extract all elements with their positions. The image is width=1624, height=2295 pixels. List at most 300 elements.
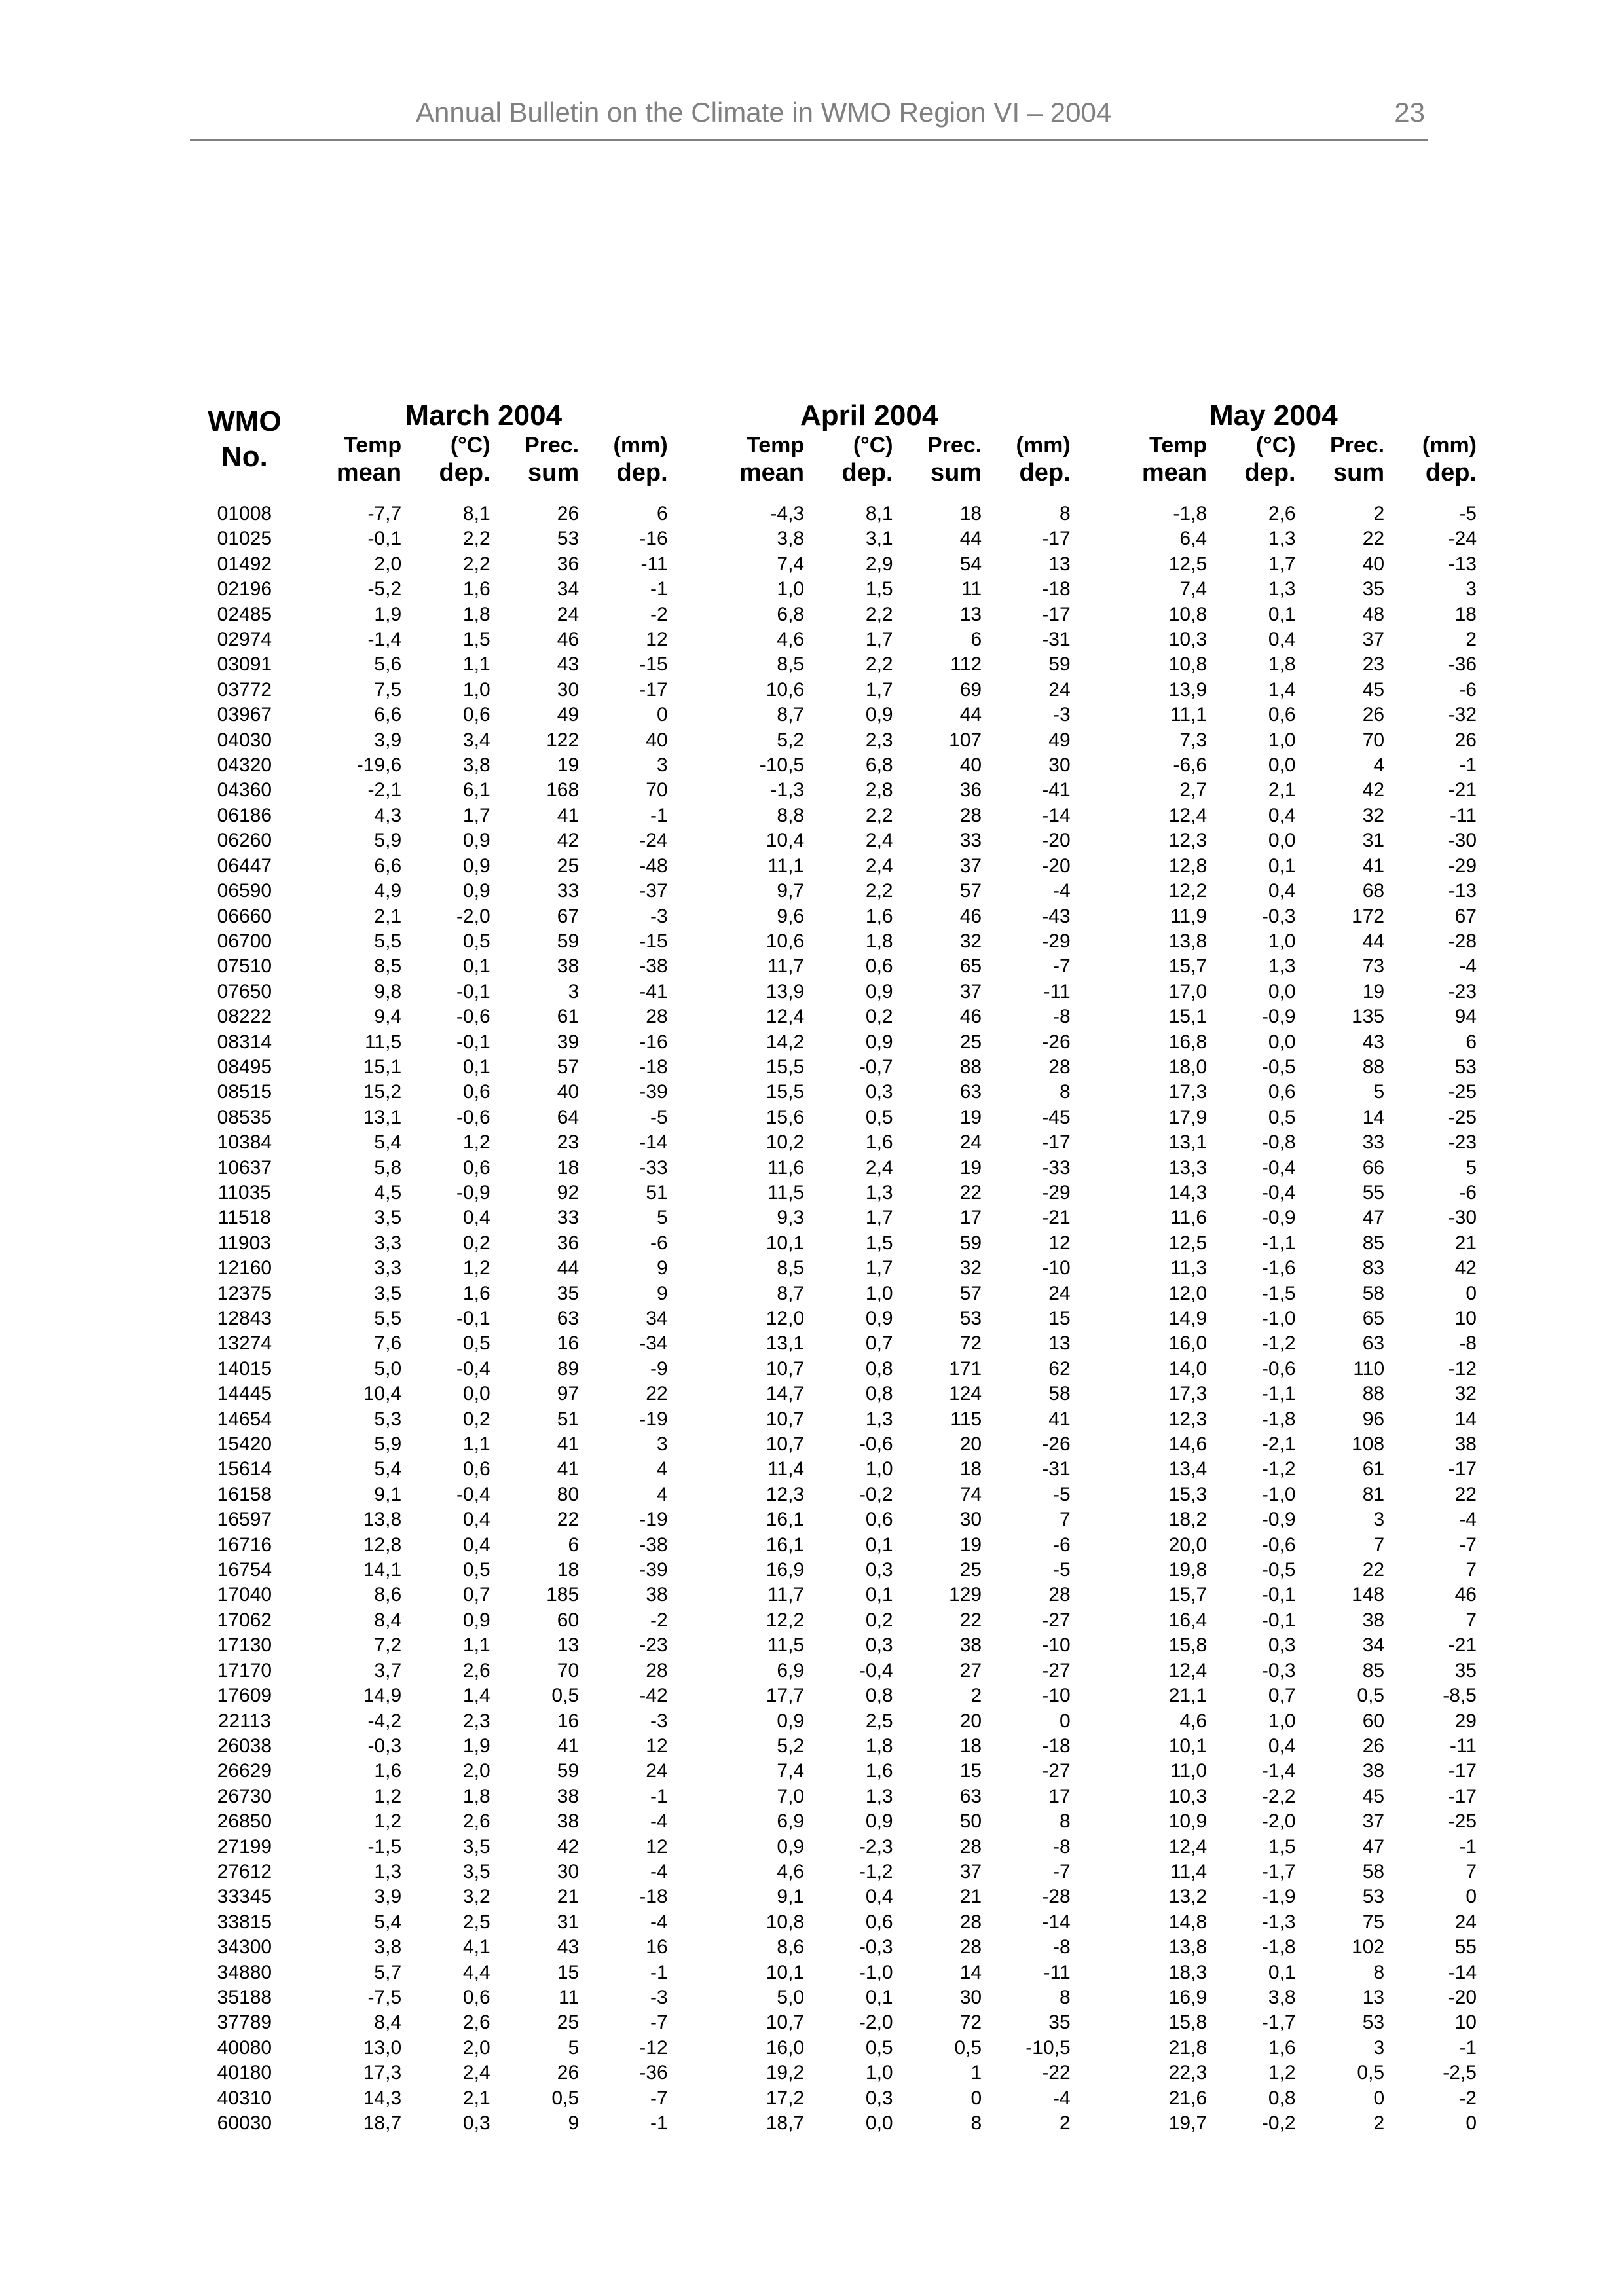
subheader2-1-2: sum [930, 459, 982, 487]
value-cell: 1,3 [1268, 578, 1296, 600]
value-cell: -0,5 [1261, 1056, 1296, 1078]
value-cell: 2,5 [865, 1710, 893, 1732]
value-cell: -17 [1042, 528, 1071, 550]
table-row [190, 1910, 1477, 1935]
value-cell: 108 [1352, 1433, 1385, 1456]
value-cell: 43 [557, 653, 580, 676]
table-row [190, 2010, 1477, 2035]
value-cell: 1,7 [865, 629, 893, 651]
value-cell: 11,5 [364, 1031, 402, 1053]
table-row [190, 753, 1477, 778]
value-cell: -11 [1043, 1961, 1071, 1983]
value-cell: 18,7 [363, 2112, 402, 2134]
station-id-cell: 02196 [217, 578, 272, 600]
value-cell: -26 [1042, 1433, 1071, 1456]
station-id-cell: 17062 [217, 1609, 272, 1631]
value-cell: 12,5 [1168, 1232, 1208, 1254]
table-row [190, 1533, 1477, 1558]
value-cell: 0,3 [865, 1634, 893, 1657]
value-cell: 66 [1362, 1156, 1385, 1179]
value-cell: 12,8 [363, 1533, 402, 1556]
value-cell: -28 [1042, 1886, 1071, 1908]
table-row [190, 1181, 1477, 1205]
value-cell: -2,5 [1443, 2062, 1477, 2084]
value-cell: 21,8 [1168, 2036, 1208, 2059]
value-cell: -25 [1448, 1106, 1477, 1128]
value-cell: -5 [1052, 1483, 1071, 1505]
value-cell: -1,4 [367, 629, 402, 651]
value-cell: 0,5 [865, 1106, 893, 1128]
value-cell: 22 [959, 1609, 982, 1631]
table-row [190, 1734, 1477, 1759]
station-id-cell: 07510 [217, 955, 272, 978]
value-cell: 1,7 [865, 678, 893, 701]
table-row [190, 1583, 1477, 1607]
value-cell: 38 [1362, 1760, 1385, 1782]
value-cell: 13,9 [766, 980, 805, 1002]
value-cell: -4 [1052, 880, 1071, 902]
value-cell: 49 [557, 704, 580, 726]
subheader-1-2: Prec. [927, 433, 982, 458]
value-cell: -1,8 [1173, 503, 1208, 524]
table-row [190, 1835, 1477, 1860]
value-cell: 6 [970, 629, 982, 651]
value-cell: 13,0 [363, 2036, 402, 2059]
subheader-0-2: Prec. [524, 433, 580, 458]
value-cell: 1 [970, 2062, 982, 2084]
value-cell: 22 [959, 1181, 982, 1203]
value-cell: 0,9 [462, 880, 490, 902]
value-cell: 12,2 [1168, 880, 1208, 902]
value-cell: 5,4 [374, 1131, 402, 1154]
value-cell: 37 [959, 1860, 982, 1882]
value-cell: 5,9 [374, 830, 402, 852]
value-cell: 13,1 [363, 1106, 402, 1128]
value-cell: 0,6 [462, 1986, 490, 2008]
value-cell: -17 [1448, 1760, 1477, 1782]
value-cell: 12 [646, 1835, 668, 1858]
value-cell: 13,1 [1168, 1131, 1208, 1154]
value-cell: 51 [646, 1181, 668, 1203]
value-cell: -11 [1449, 804, 1477, 826]
value-cell: 11,7 [767, 1584, 805, 1606]
table-row [190, 1306, 1477, 1331]
table-row [190, 2086, 1477, 2111]
value-cell: -2,3 [858, 1835, 893, 1858]
value-cell: 0,2 [865, 1006, 893, 1028]
value-cell: 7,3 [1179, 729, 1208, 751]
value-cell: 14 [959, 1961, 982, 1983]
value-cell: -0,4 [456, 1483, 490, 1505]
station-id-cell: 17040 [217, 1584, 272, 1606]
value-cell: 5,6 [374, 653, 402, 676]
value-cell: -27 [1042, 1609, 1071, 1631]
value-cell: 1,7 [1268, 553, 1296, 575]
value-cell: 96 [1362, 1408, 1385, 1430]
value-cell: -2,1 [1261, 1433, 1296, 1456]
value-cell: 18 [557, 1156, 580, 1179]
value-cell: 4,6 [777, 629, 805, 651]
value-cell: -6 [1459, 678, 1477, 701]
value-cell: 12,0 [766, 1308, 805, 1329]
value-cell: 29 [1454, 1710, 1477, 1732]
value-cell: 15,8 [1168, 2011, 1208, 2034]
value-cell: 41 [1362, 854, 1385, 877]
value-cell: 10,1 [766, 1961, 805, 1983]
table-row [190, 1205, 1477, 1230]
value-cell: 41 [557, 804, 580, 826]
station-id-cell: 06186 [217, 804, 272, 826]
value-cell: 15,1 [1168, 1006, 1208, 1028]
value-cell: 124 [949, 1383, 982, 1405]
value-cell: 43 [1362, 1031, 1385, 1053]
value-cell: 1,6 [462, 578, 490, 600]
value-cell: 22 [646, 1383, 668, 1405]
value-cell: -1 [650, 2112, 668, 2134]
value-cell: 0,2 [462, 1232, 490, 1254]
value-cell: 0,5 [551, 1685, 580, 1707]
no-label: No. [221, 441, 268, 473]
value-cell: 32 [1362, 804, 1385, 826]
value-cell: 2 [1373, 503, 1385, 524]
value-cell: 19 [557, 754, 580, 777]
value-cell: 1,8 [865, 930, 893, 952]
table-row [190, 1256, 1477, 1281]
value-cell: 10,7 [766, 1433, 805, 1456]
value-cell: 1,3 [865, 1408, 893, 1430]
value-cell: 75 [1362, 1911, 1385, 1933]
value-cell: 6 [1466, 1031, 1477, 1053]
table-row [190, 954, 1477, 979]
value-cell: 9,1 [374, 1483, 402, 1505]
value-cell: 3 [656, 1433, 668, 1456]
value-cell: 26 [1362, 704, 1385, 726]
value-cell: 36 [557, 553, 580, 575]
value-cell: 8 [1059, 503, 1071, 524]
value-cell: 70 [1362, 729, 1385, 751]
value-cell: 8 [1059, 1081, 1071, 1103]
value-cell: 6,4 [1179, 528, 1208, 550]
table-row [190, 1558, 1477, 1583]
value-cell: -15 [639, 930, 668, 952]
value-cell: 0,4 [462, 1509, 490, 1531]
value-cell: 3,8 [462, 754, 490, 777]
value-cell: -1,6 [1261, 1257, 1296, 1279]
value-cell: 47 [1362, 1835, 1385, 1858]
value-cell: 34 [646, 1308, 668, 1329]
value-cell: 20,0 [1168, 1533, 1208, 1556]
table-row [190, 1935, 1477, 1960]
value-cell: 13,1 [766, 1332, 805, 1355]
value-cell: 0,3 [1268, 1634, 1296, 1657]
value-cell: 14,2 [766, 1031, 805, 1053]
value-cell: -1 [1459, 2036, 1477, 2059]
subheader-1-3: (mm) [1016, 433, 1071, 458]
value-cell: 3,8 [1268, 1986, 1296, 2008]
subheader2-2-2: sum [1333, 459, 1385, 487]
value-cell: 2,4 [865, 854, 893, 877]
value-cell: 1,3 [1268, 955, 1296, 978]
value-cell: 8 [1373, 1961, 1385, 1983]
value-cell: 44 [959, 528, 982, 550]
value-cell: 46 [1454, 1584, 1477, 1606]
value-cell: -19,6 [356, 754, 402, 777]
value-cell: 0,1 [1268, 603, 1296, 625]
value-cell: -24 [1448, 528, 1477, 550]
value-cell: 1,2 [374, 1785, 402, 1807]
value-cell: -0,6 [1261, 1357, 1296, 1380]
subheader-2-3: (mm) [1422, 433, 1477, 458]
table-row [190, 678, 1477, 703]
table-row [190, 1105, 1477, 1130]
value-cell: 63 [557, 1308, 580, 1329]
value-cell: 30 [959, 1509, 982, 1531]
value-cell: -33 [1042, 1156, 1071, 1179]
value-cell: 67 [1454, 905, 1477, 927]
value-cell: 58 [1362, 1282, 1385, 1304]
value-cell: 7,6 [374, 1332, 402, 1355]
station-id-cell: 40310 [217, 2087, 272, 2109]
value-cell: 8,5 [777, 1257, 805, 1279]
value-cell: 42 [557, 1835, 580, 1858]
value-cell: 14,8 [1168, 1911, 1208, 1933]
value-cell: -21 [1042, 1207, 1071, 1229]
table-row [190, 1055, 1477, 1080]
value-cell: 1,6 [462, 1282, 490, 1304]
value-cell: 4 [656, 1458, 668, 1480]
value-cell: 0,1 [865, 1584, 893, 1606]
value-cell: 24 [1048, 1282, 1071, 1304]
value-cell: 60 [1362, 1710, 1385, 1732]
value-cell: 1,6 [1268, 2036, 1296, 2059]
subheader2-2-3: dep. [1425, 459, 1477, 487]
value-cell: -1,8 [1261, 1408, 1296, 1430]
value-cell: -2 [1459, 2087, 1477, 2109]
value-cell: 10,1 [766, 1232, 805, 1254]
value-cell: -4 [1459, 955, 1477, 978]
value-cell: 1,2 [462, 1131, 490, 1154]
value-cell: 0,9 [777, 1710, 805, 1732]
value-cell: 5,3 [374, 1408, 402, 1430]
value-cell: 18 [959, 1458, 982, 1480]
value-cell: 5,2 [777, 1735, 805, 1757]
value-cell: -7,7 [367, 503, 402, 524]
value-cell: 0,9 [462, 854, 490, 877]
table-row [190, 1156, 1477, 1181]
value-cell: 0,8 [1268, 2087, 1296, 2109]
value-cell: 9,4 [374, 1006, 402, 1028]
value-cell: 12 [1048, 1232, 1071, 1254]
value-cell: 5,4 [374, 1911, 402, 1933]
value-cell: 1,7 [865, 1207, 893, 1229]
value-cell: 48 [1362, 603, 1385, 625]
value-cell: 88 [1362, 1383, 1385, 1405]
value-cell: -21 [1448, 1634, 1477, 1657]
value-cell: 0,5 [462, 930, 490, 952]
climate-table [190, 392, 1477, 2136]
value-cell: 39 [557, 1031, 580, 1053]
value-cell: -0,1 [456, 980, 490, 1002]
value-cell: 63 [1362, 1332, 1385, 1355]
value-cell: 55 [1362, 1181, 1385, 1203]
value-cell: -1,5 [367, 1835, 402, 1858]
value-cell: 11,9 [1170, 905, 1208, 927]
value-cell: 0,9 [865, 980, 893, 1002]
value-cell: 55 [1454, 1936, 1477, 1958]
value-cell: 0,1 [462, 1056, 490, 1078]
value-cell: -14 [1448, 1961, 1477, 1983]
station-id-cell: 16158 [217, 1483, 272, 1505]
table-row [190, 929, 1477, 954]
value-cell: 2,2 [865, 603, 893, 625]
value-cell: 5,5 [374, 930, 402, 952]
value-cell: 14,9 [1168, 1308, 1208, 1329]
value-cell: -5 [1052, 1559, 1071, 1581]
value-cell: 41 [557, 1735, 580, 1757]
value-cell: 80 [557, 1483, 580, 1505]
value-cell: 19 [959, 1533, 982, 1556]
table-row [190, 1382, 1477, 1406]
value-cell: -31 [1042, 1458, 1071, 1480]
value-cell: 17,2 [766, 2087, 805, 2109]
value-cell: -31 [1042, 629, 1071, 651]
value-cell: -30 [1448, 830, 1477, 852]
value-cell: 3,4 [462, 729, 490, 751]
value-cell: 9 [656, 1257, 668, 1279]
value-cell: -3 [650, 1710, 668, 1732]
subheader-0-0: Temp [343, 433, 402, 458]
value-cell: 2,2 [865, 804, 893, 826]
value-cell: 1,2 [374, 1810, 402, 1833]
table-row [190, 1407, 1477, 1432]
value-cell: 53 [557, 528, 580, 550]
station-id-cell: 01008 [217, 503, 272, 524]
value-cell: 10,7 [766, 2011, 805, 2034]
table-row [190, 552, 1477, 577]
value-cell: 49 [1048, 729, 1071, 751]
table-row [190, 1080, 1477, 1105]
value-cell: 1,0 [865, 1458, 893, 1480]
value-cell: 8,6 [374, 1584, 402, 1606]
value-cell: 2 [970, 1685, 982, 1707]
value-cell: 0,8 [865, 1383, 893, 1405]
table-row [190, 1331, 1477, 1356]
value-cell: 21,6 [1168, 2087, 1208, 2109]
value-cell: 0,0 [462, 1383, 490, 1405]
value-cell: 4,1 [462, 1936, 490, 1958]
value-cell: 5 [568, 2036, 580, 2059]
value-cell: -39 [639, 1559, 668, 1581]
value-cell: 0,0 [1268, 830, 1296, 852]
value-cell: -5 [650, 1106, 668, 1128]
value-cell: 11,7 [767, 955, 805, 978]
value-cell: 0,9 [865, 704, 893, 726]
value-cell: 1,3 [374, 1860, 402, 1882]
table-row [190, 602, 1477, 627]
value-cell: 22 [1362, 1559, 1385, 1581]
value-cell: 0,2 [462, 1408, 490, 1430]
value-cell: 10,1 [1168, 1735, 1208, 1757]
value-cell: 3,2 [462, 1886, 490, 1908]
value-cell: 0,4 [865, 1886, 893, 1908]
value-cell: -0,1 [367, 528, 402, 550]
table-row [190, 728, 1477, 753]
value-cell: 21,1 [1168, 1685, 1208, 1707]
value-cell: 28 [1048, 1056, 1071, 1078]
value-cell: -8 [1052, 1936, 1071, 1958]
value-cell: 68 [1362, 880, 1385, 902]
value-cell: 12,2 [766, 1609, 805, 1631]
station-id-cell: 11903 [217, 1232, 271, 1254]
value-cell: 172 [1352, 905, 1385, 927]
value-cell: -25 [1448, 1081, 1477, 1103]
value-cell: -22 [1042, 2062, 1071, 2084]
value-cell: 25 [959, 1031, 982, 1053]
value-cell: -4 [650, 1911, 668, 1933]
station-id-cell: 06447 [217, 854, 272, 877]
value-cell: 41 [557, 1433, 580, 1456]
value-cell: 0 [1466, 1886, 1477, 1908]
value-cell: 15 [959, 1760, 982, 1782]
value-cell: 8 [1059, 1986, 1071, 2008]
value-cell: 33 [557, 1207, 580, 1229]
value-cell: 40 [646, 729, 668, 751]
value-cell: -7 [1052, 955, 1071, 978]
value-cell: 0,0 [1268, 980, 1296, 1002]
value-cell: 0,9 [462, 830, 490, 852]
value-cell: -42 [639, 1685, 668, 1707]
table-row [190, 1860, 1477, 1884]
subheader-2-2: Prec. [1329, 433, 1385, 458]
value-cell: 7,4 [777, 1760, 805, 1782]
value-cell: 0,5 [1357, 2062, 1385, 2084]
value-cell: 129 [949, 1584, 982, 1606]
value-cell: 18 [557, 1559, 580, 1581]
value-cell: -0,1 [456, 1308, 490, 1329]
station-id-cell: 04030 [217, 729, 272, 751]
station-id-cell: 22113 [217, 1710, 271, 1732]
value-cell: 1,8 [1268, 653, 1296, 676]
value-cell: 0,6 [865, 955, 893, 978]
value-cell: 19,2 [766, 2062, 805, 2084]
value-cell: -29 [1448, 854, 1477, 877]
value-cell: 7 [1059, 1509, 1071, 1531]
value-cell: 2,4 [865, 1156, 893, 1179]
value-cell: 0,9 [865, 1031, 893, 1053]
value-cell: 0,6 [462, 1081, 490, 1103]
value-cell: 11,6 [767, 1156, 805, 1179]
value-cell: 44 [557, 1257, 580, 1279]
value-cell: -0,9 [1261, 1006, 1296, 1028]
value-cell: -10 [1042, 1634, 1071, 1657]
value-cell: 2,6 [462, 1810, 490, 1833]
value-cell: 37 [959, 980, 982, 1002]
station-id-cell: 40080 [217, 2036, 272, 2059]
value-cell: 0,4 [462, 1207, 490, 1229]
value-cell: -9 [650, 1357, 668, 1380]
value-cell: 97 [557, 1383, 580, 1405]
value-cell: 5,5 [374, 1308, 402, 1329]
value-cell: 35 [1048, 2011, 1071, 2034]
value-cell: 13,8 [1168, 1936, 1208, 1958]
value-cell: 1,5 [1268, 1835, 1296, 1858]
value-cell: 61 [1362, 1458, 1385, 1480]
value-cell: -20 [1042, 830, 1071, 852]
table-row [190, 1960, 1477, 1985]
value-cell: 5,0 [374, 1357, 402, 1380]
subheader2-1-3: dep. [1019, 459, 1071, 487]
station-id-cell: 10384 [217, 1131, 272, 1154]
